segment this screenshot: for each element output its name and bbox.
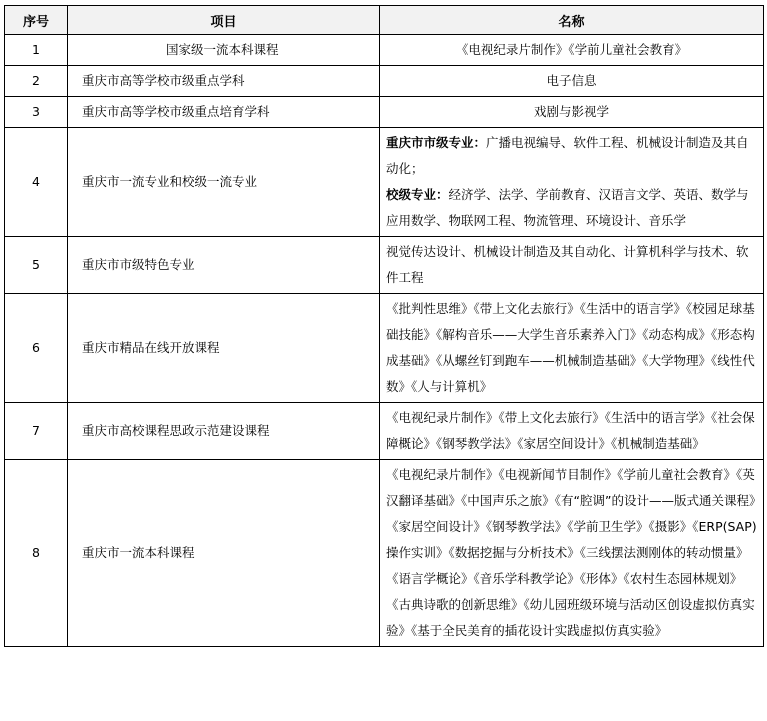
- row-number: 4: [5, 128, 68, 237]
- row-content: [380, 128, 764, 237]
- table-row: [5, 294, 764, 403]
- row-number: 6: [5, 294, 68, 403]
- row-item: 重庆市高等学校市级重点培育学科: [68, 97, 380, 128]
- school-major-label: 校级专业：: [386, 187, 449, 202]
- row-item: 重庆市精品在线开放课程: [68, 294, 380, 403]
- row-item: 重庆市一流本科课程: [68, 460, 380, 647]
- row-number: 5: [5, 237, 68, 294]
- header-name: 名称: [380, 6, 764, 35]
- honors-table: [4, 5, 764, 647]
- table-row: [5, 403, 764, 460]
- row-content: 视觉传达设计、机械设计制造及其自动化、计算机科学与技术、软件工程: [380, 237, 764, 294]
- row-content: 《批判性思维》《带上文化去旅行》《生活中的语言学》《校园足球基础技能》《解构音乐——大学生音乐素养入门》《动态构成》《形态构成基础》《从螺丝钉到跑车——机械制造基础》《大学物理》《线性代数》《人与计算机》: [380, 294, 764, 403]
- table-row: [5, 237, 764, 294]
- table-header-row: [5, 6, 764, 35]
- row-content: 戏剧与影视学: [380, 97, 764, 128]
- municipal-major-list: 广播电视编导、软件工程、机械设计制造及其自动化；: [386, 135, 749, 176]
- row-number: 1: [5, 35, 68, 66]
- row-content: 《电视纪录片制作》《学前儿童社会教育》: [380, 35, 764, 66]
- table-row: [5, 460, 764, 647]
- header-item: 项目: [68, 6, 380, 35]
- municipal-major-label: 重庆市市级专业：: [386, 135, 487, 150]
- row-content: 《电视纪录片制作》《带上文化去旅行》《生活中的语言学》《社会保障概论》《钢琴教学法》《家居空间设计》《机械制造基础》: [380, 403, 764, 460]
- header-serial: 序号: [5, 6, 68, 35]
- row-content: 《电视纪录片制作》《电视新闻节目制作》《学前儿童社会教育》《英汉翻译基础》《中国声乐之旅》《有“腔调”的设计——版式通关课程》《家居空间设计》《钢琴教学法》《学前卫生学》《摄影》《ERP(SAP)操作实训》《数据挖掘与分析技术》《三线摆法测刚体的转动惯量》《语言学概论》《音乐学科教学论》《形体》《农村生态园林规划》《古典诗歌的创新思维》《幼儿园班级环境与活动区创设虚拟仿真实验》《基于全民美育的插花设计实践虚拟仿真实验》: [380, 460, 764, 647]
- row-number: 2: [5, 66, 68, 97]
- table-row: [5, 128, 764, 237]
- row-content: 电子信息: [380, 66, 764, 97]
- table-row: [5, 97, 764, 128]
- table-row: [5, 66, 764, 97]
- row-number: 3: [5, 97, 68, 128]
- table-row: [5, 35, 764, 66]
- row-item: 重庆市一流专业和校级一流专业: [68, 128, 380, 237]
- row-number: 7: [5, 403, 68, 460]
- row-item: 重庆市高校课程思政示范建设课程: [68, 403, 380, 460]
- row-item: 重庆市高等学校市级重点学科: [68, 66, 380, 97]
- school-major-list: 经济学、法学、学前教育、汉语言文学、英语、数学与应用数学、物联网工程、物流管理、环境设计、音乐学: [386, 187, 749, 228]
- row-item: 国家级一流本科课程: [68, 35, 380, 66]
- row-number: 8: [5, 460, 68, 647]
- row-item: 重庆市市级特色专业: [68, 237, 380, 294]
